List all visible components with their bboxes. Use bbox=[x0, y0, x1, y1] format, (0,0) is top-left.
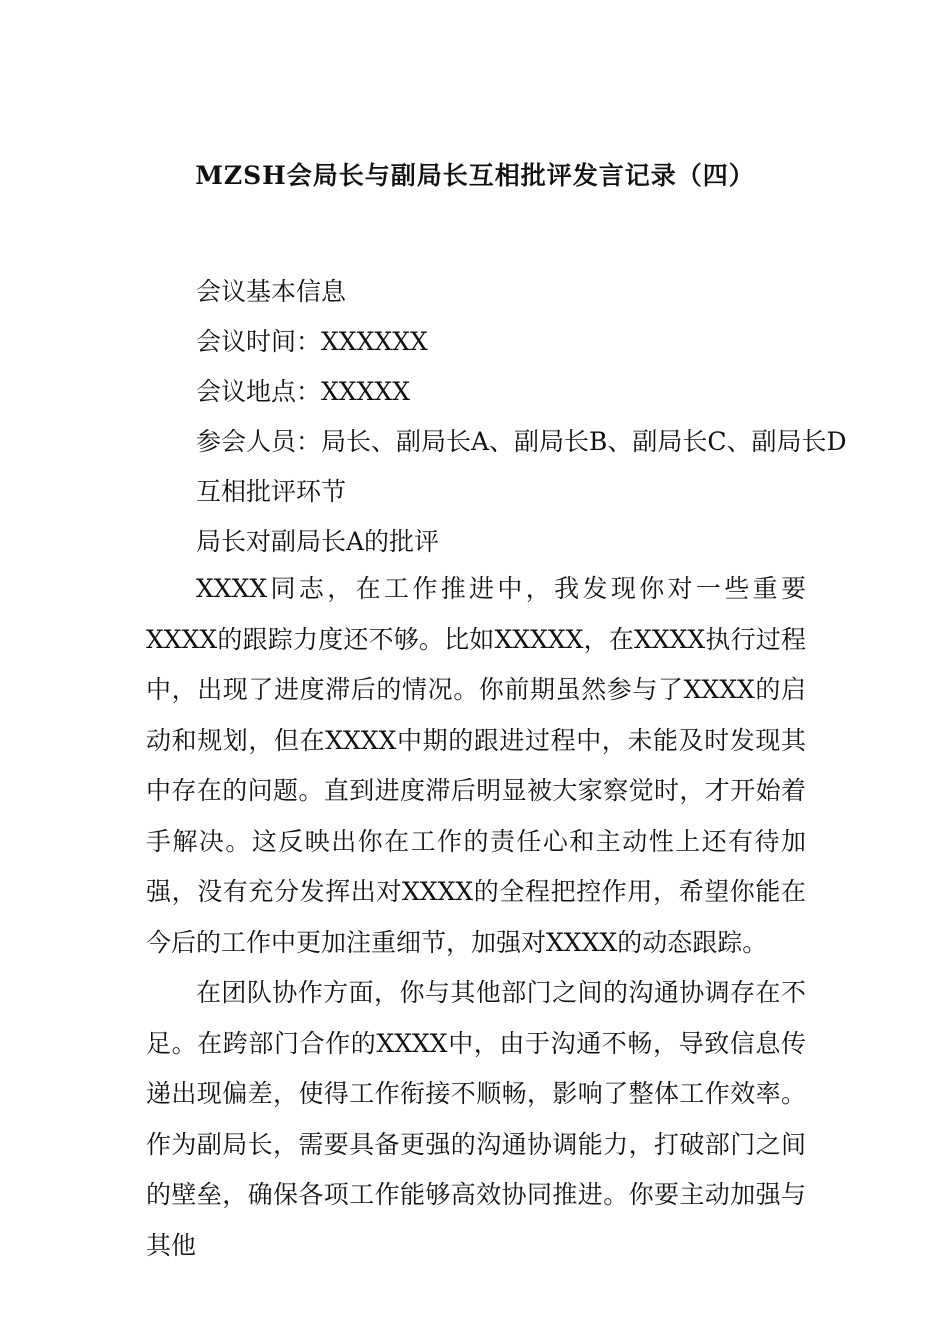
meeting-attendees: 参会人员：局长、副局长A、副局长B、副局长C、副局长D bbox=[196, 427, 847, 456]
document-title: MZSH会局长与副局长互相批评发言记录（四） bbox=[195, 161, 755, 190]
document-body bbox=[146, 564, 806, 1271]
meeting-time: 会议时间：XXXXXX bbox=[196, 327, 428, 356]
subsection-heading: 局长对副局长A的批评 bbox=[196, 527, 440, 556]
meeting-info-block bbox=[146, 267, 847, 567]
info-heading: 会议基本信息 bbox=[196, 277, 347, 306]
section-heading: 互相批评环节 bbox=[196, 477, 347, 506]
body-paragraph: 在团队协作方面，你与其他部门之间的沟通协调存在不足。在跨部门合作的XXXX中，由于沟通不畅，导致信息传递出现偏差，使得工作衔接不顺畅，影响了整体工作效率。作为副局长，需要具备更强的沟通协调能力，打破部门之间的壁垒，确保各项工作能够高效协同推进。你要主动加强与其他 bbox=[146, 978, 806, 1260]
body-paragraph: XXXX同志，在工作推进中，我发现你对一些重要XXXX的跟踪力度还不够。比如XXXXX，在XXXX执行过程中，出现了进度滞后的情况。你前期虽然参与了XXXX的启动和规划，但在XXXX中期的跟进过程中，未能及时发现其中存在的问题。直到进度滞后明显被大家察觉时，才开始着手解决。这反映出你在工作的责任心和主动性上还有待加强，没有充分发挥出对XXXX的全程把控作用，希望你能在今后的工作中更加注重细节，加强对XXXX的动态跟踪。 bbox=[146, 574, 806, 957]
meeting-location: 会议地点：XXXXX bbox=[196, 377, 410, 406]
